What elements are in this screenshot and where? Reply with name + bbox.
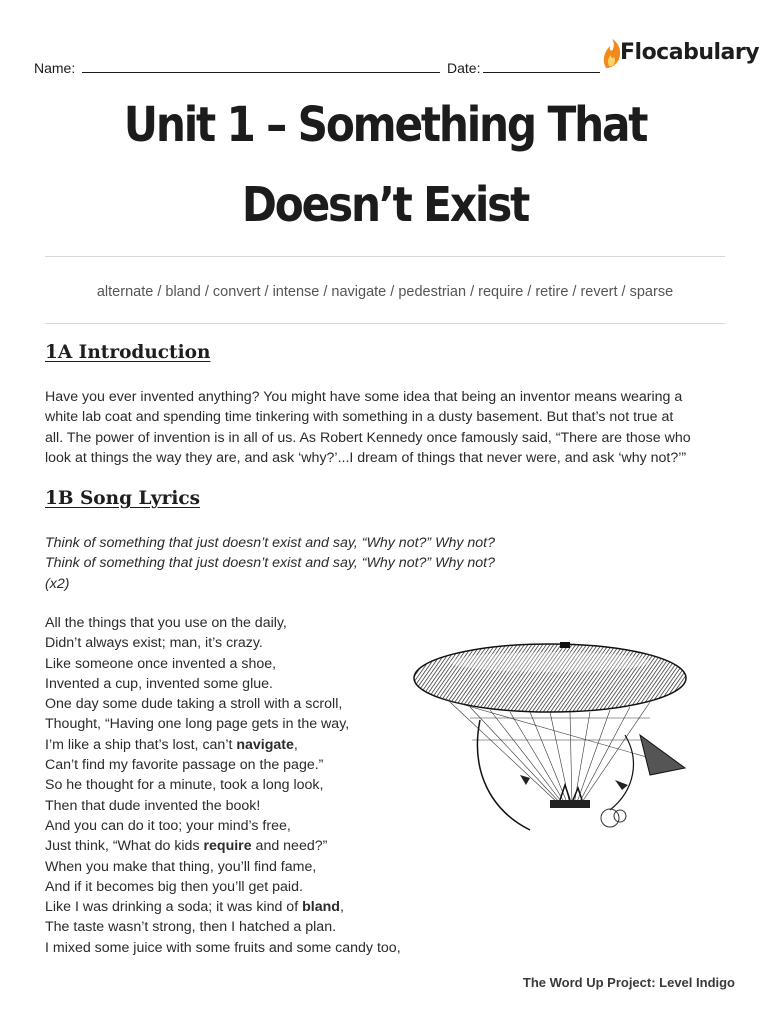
paragraph-line: Have you ever invented anything? You might have some idea that being an inventor means wearing a bbox=[45, 389, 683, 405]
introduction-paragraph bbox=[45, 387, 735, 468]
vocab-word-require: require bbox=[203, 838, 252, 855]
lyric-line: Didn’t always exist; man, it’s crazy. bbox=[45, 635, 263, 652]
paragraph-line: look at things the way they are, and ask ‘why?’...I dream of things that never were, and ask ‘why not?’” bbox=[45, 449, 687, 466]
vocabulary-word-list: alternate / bland / convert / intense / navigate / pedestrian / require / retire / revert / sparse bbox=[96, 284, 674, 300]
flocabulary-logo bbox=[600, 38, 760, 74]
lyric-line: Thought, “Having one long page gets in the way, bbox=[45, 716, 350, 733]
lyric-line: When you make that thing, you’ll find fame, bbox=[45, 858, 317, 875]
lyric-line: I’m like a ship that’s lost, can’t navigate, bbox=[45, 736, 298, 753]
paragraph-line: all. The power of invention is in all of us. As Robert Kennedy once famously said, “There are those who bbox=[45, 429, 691, 446]
footer-text: The Word Up Project: Level Indigo bbox=[522, 975, 735, 990]
airship-illustration bbox=[410, 640, 690, 840]
lyric-line: Invented a cup, invented some glue. bbox=[45, 675, 273, 692]
lyric-line: All the things that you use on the daily, bbox=[45, 615, 287, 631]
lyric-line: Then that dude invented the book! bbox=[45, 797, 261, 814]
date-field[interactable] bbox=[483, 72, 600, 73]
lyric-line: And you can do it too; your mind’s free, bbox=[45, 817, 291, 834]
paragraph-line: white lab coat and spending time tinkering with something in a dusty basement. But that’s not true at bbox=[45, 409, 674, 426]
vocab-word-navigate: navigate bbox=[236, 736, 294, 753]
lyric-line: Just think, “What do kids require and need?” bbox=[45, 838, 328, 855]
chorus-line: (x2) bbox=[45, 575, 70, 592]
divider bbox=[45, 323, 725, 324]
lyric-line: Like I was drinking a soda; it was kind of bland, bbox=[45, 899, 344, 916]
lyric-line: So he thought for a minute, took a long look, bbox=[45, 777, 324, 794]
lyric-line: Like someone once invented a shoe, bbox=[45, 655, 277, 672]
chorus-line: Think of something that just doesn’t exist and say, “Why not?” Why not? bbox=[45, 555, 496, 572]
chorus-line: Think of something that just doesn’t exist and say, “Why not?” Why not? bbox=[45, 535, 496, 551]
logo-text: Flocabulary bbox=[620, 40, 760, 65]
page-title-line-1: Unit 1 – Something That bbox=[123, 97, 647, 153]
page-title-line-2: Doesn’t Exist bbox=[241, 177, 529, 233]
lyric-line: One day some dude taking a stroll with a scroll, bbox=[45, 696, 343, 713]
name-field[interactable] bbox=[82, 72, 440, 73]
section-heading-song-lyrics: 1B Song Lyrics bbox=[45, 488, 201, 509]
lyric-line: The taste wasn’t strong, then I hatched a plan. bbox=[45, 919, 337, 936]
chorus bbox=[45, 533, 495, 594]
lyric-line: And if it becomes big then you’ll get paid. bbox=[45, 878, 303, 895]
verse bbox=[45, 613, 401, 958]
divider bbox=[45, 256, 725, 257]
date-label: Date: bbox=[447, 60, 481, 76]
lyric-line: I mixed some juice with some fruits and some candy too, bbox=[45, 939, 401, 956]
section-heading-introduction: 1A Introduction bbox=[45, 342, 211, 363]
name-label: Name: bbox=[34, 60, 76, 76]
vocab-word-bland: bland bbox=[302, 899, 340, 916]
lyric-line: Can’t find my favorite passage on the page.” bbox=[45, 757, 324, 774]
